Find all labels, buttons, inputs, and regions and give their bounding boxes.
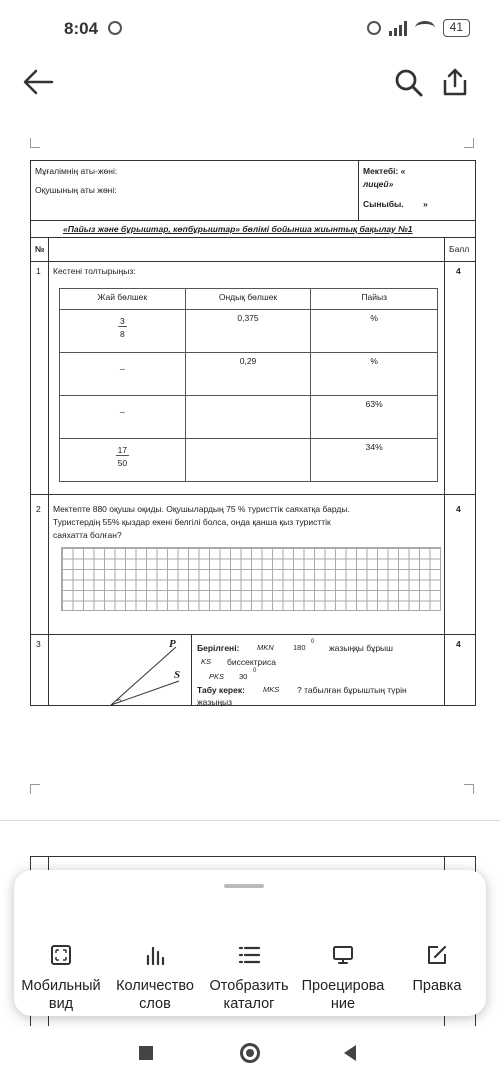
point-s-label: S	[174, 669, 181, 681]
table-cell[interactable]: 63%	[311, 396, 438, 439]
edit-icon	[426, 944, 448, 966]
point-p-label: P	[169, 638, 176, 650]
status-bar	[0, 0, 500, 56]
class-label: Сыныбы.	[363, 199, 404, 209]
given-straight-angle: жазыңқы бұрыш	[329, 643, 393, 653]
school-suffix: лицей»	[363, 179, 394, 189]
status-icons	[367, 19, 470, 37]
column-header-row	[31, 238, 475, 262]
back-triangle-icon[interactable]	[344, 1045, 356, 1061]
app-bar	[0, 56, 500, 112]
answer-grid[interactable]	[61, 547, 441, 611]
table-cell[interactable]	[185, 439, 311, 482]
header-decimal-fraction: Ондық бөлшек	[185, 289, 311, 310]
action-label: Количество слов	[116, 978, 194, 1012]
fraction-table	[59, 288, 438, 482]
page-corner-mark	[30, 784, 40, 794]
search-icon[interactable]	[394, 68, 424, 98]
page-corner-mark	[30, 138, 40, 148]
given-label: Берілгені:	[197, 643, 240, 653]
alarm-icon	[108, 21, 122, 35]
task-1-text: Кестені толтырыңыз:	[53, 266, 136, 276]
teacher-label: Мұғалімнің аты-жөні:	[35, 166, 118, 176]
find-question: ? табылған бұрыштың түрін	[297, 685, 407, 695]
column-number: №	[35, 244, 45, 254]
given-bisector: биссектриса	[227, 657, 277, 667]
given-ks: KS	[201, 657, 212, 666]
list-icon	[238, 944, 260, 966]
given-angle-mkn: MKN	[257, 643, 274, 652]
table-cell[interactable]	[60, 439, 186, 482]
fraction-denominator: 50	[117, 458, 128, 468]
document-page[interactable]	[30, 160, 476, 706]
student-label: Оқушының аты жөні:	[35, 185, 117, 195]
class-suffix: »	[423, 199, 428, 209]
given-angle-pks: PKS	[209, 672, 225, 681]
school-label: Мектебі: «	[363, 166, 406, 176]
bar-chart-icon	[144, 944, 166, 966]
column-score: Балл	[449, 244, 470, 254]
task-2-text-line-3: саяхатта болған?	[53, 530, 122, 540]
given-value-30: 30	[239, 672, 248, 681]
action-label: Мобильный вид	[21, 978, 101, 1012]
action-word-count[interactable]	[108, 926, 202, 1031]
table-cell[interactable]	[60, 353, 186, 396]
table-cell[interactable]: %	[311, 310, 438, 353]
header-divider	[358, 161, 359, 221]
alarm-clock-icon	[367, 21, 381, 35]
task-3-figure-divider	[191, 635, 192, 705]
sheet-handle[interactable]	[224, 884, 264, 888]
task-2-text-line-2: Туристердің 55% қыздар екені белгілі болса, онда қанша қыз туристтік	[53, 517, 331, 527]
find-write: жазыңыз	[197, 697, 233, 707]
task-2-score: 4	[456, 504, 461, 514]
back-arrow-icon[interactable]	[22, 68, 54, 96]
action-mobile-view[interactable]	[14, 926, 108, 1031]
task-1-number: 1	[36, 266, 41, 276]
table-cell[interactable]	[185, 396, 311, 439]
table-cell[interactable]: 34%	[311, 439, 438, 482]
wifi-icon	[415, 21, 435, 35]
recent-apps-icon[interactable]	[139, 1046, 153, 1060]
action-label: Отобразить каталог	[209, 978, 289, 1012]
degree-mark: 0	[253, 668, 257, 674]
blank-fraction: _	[119, 403, 125, 413]
mobile-view-icon	[50, 944, 72, 966]
battery-indicator: 41	[443, 19, 470, 37]
blank-fraction: _	[119, 360, 125, 370]
share-icon[interactable]	[440, 66, 470, 98]
action-label: Проецирова ние	[301, 978, 385, 1012]
action-show-catalog[interactable]	[202, 926, 296, 1031]
table-cell[interactable]: 0,29	[185, 353, 311, 396]
task-2-text-line-1: Мектепте 880 оқушы оқиды. Оқушылардың 75 % туристтік саяхатқа барды.	[53, 504, 350, 514]
page-corner-mark	[464, 138, 474, 148]
page-separator	[0, 820, 500, 821]
task-3-score: 4	[456, 639, 461, 649]
task-1-score: 4	[456, 266, 461, 276]
page-corner-mark	[464, 784, 474, 794]
header-percent: Пайыз	[311, 289, 438, 310]
monitor-icon	[332, 944, 354, 966]
system-navigation-bar	[0, 1026, 500, 1083]
table-cell[interactable]	[60, 396, 186, 439]
table-cell[interactable]	[60, 310, 186, 353]
clock: 8:04	[64, 19, 99, 38]
find-angle-mks: MKS	[263, 685, 280, 694]
table-cell[interactable]: %	[311, 353, 438, 396]
fraction-denominator: 8	[119, 329, 125, 339]
test-title: «Пайыз және бұрыштар, көпбұрыштар» бөлімі бойынша жиынтық бақылау №1	[63, 224, 413, 234]
action-edit[interactable]	[390, 926, 484, 1013]
signal-icon	[389, 20, 407, 36]
header-common-fraction: Жай бөлшек	[60, 289, 186, 310]
given-value-180: 180	[293, 643, 306, 652]
action-sheet	[14, 870, 486, 1016]
home-icon[interactable]	[240, 1043, 260, 1063]
task-3-number: 3	[36, 639, 41, 649]
task-2-number: 2	[36, 504, 41, 514]
find-label: Табу керек:	[197, 685, 245, 695]
action-label: Правка	[412, 978, 462, 994]
table-cell[interactable]: 0,375	[185, 310, 311, 353]
fraction-numerator: 3	[119, 316, 125, 326]
degree-mark: 0	[311, 639, 315, 645]
action-projection[interactable]	[296, 926, 390, 1031]
fraction-numerator: 17	[117, 445, 128, 455]
